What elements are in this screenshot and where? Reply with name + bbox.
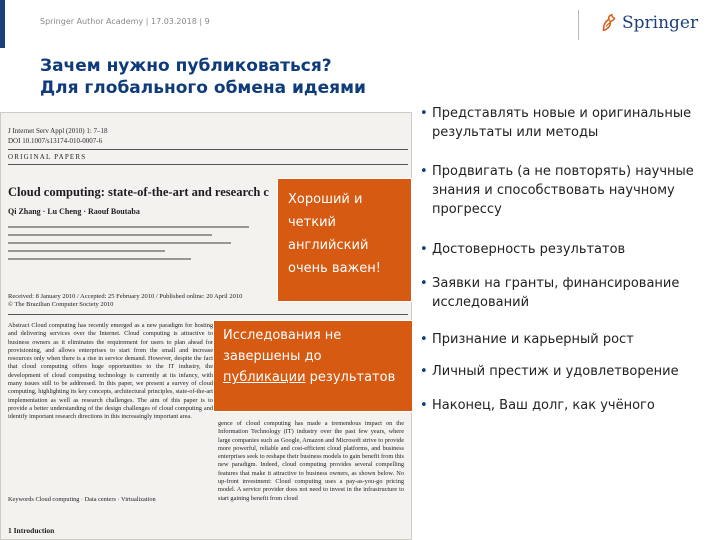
paper-intro-heading: 1 Introduction bbox=[8, 526, 55, 535]
paper-right-column: gence of cloud computing has made a tremendous impact on the Information Technology (IT) industry over the past few years, where large companies such as Google, Amazon and Microsoft strive to provide more powerful, reliable and cost-efficient cloud platforms, and business enterprises seek to reshape their business models to gain benefit from this new paradigm. Indeed, cloud computing provides several compelling features that make it attractive to business owners, as shown below. No up-front investment: Cloud computing uses a pay-as-you-go pricing model. A service provider does not need to invest in the infrastructure to start gaining benefit from cloud bbox=[218, 420, 404, 502]
bullet-dot-icon: • bbox=[420, 332, 428, 347]
springer-logo-text: Springer bbox=[622, 13, 699, 33]
paper-title: Cloud computing: state-of-the-art and research c bbox=[8, 185, 269, 199]
paper-received-line2: © The Brazilian Computer Society 2010 bbox=[8, 301, 114, 308]
paper-affiliation-lines bbox=[8, 226, 270, 266]
left-accent-bar bbox=[0, 0, 5, 48]
paper-abstract: Abstract Cloud computing has recently emerged as a new paradigm for hosting and delivering services over the Internet. Cloud computing is attractive to business owners as it eliminates the requirement for users to plan ahead for provisioning, and allows enterprises to start from the small and increase resources only when there is a rise in service demand. However, despite the fact that cloud computing offers huge opportunities to the IT industry, the development of cloud computing technology is currently at its infancy, with many issues still to be addressed. In this paper, we present a survey of cloud computing, highlighting its key concepts, architectural principles, state-of-the-art implementation as well as research challenges. The aim of this paper is to provide a better understanding of the design challenges of cloud computing and identify important research directions in this increasingly important area. bbox=[8, 322, 213, 421]
callout1-line: английский bbox=[288, 238, 369, 253]
bullet-dot-icon: • bbox=[420, 364, 428, 379]
callout1-line: четкий bbox=[288, 215, 337, 230]
callout-english-important bbox=[277, 178, 412, 302]
bullet-text: Продвигать (а не повторять) научные bbox=[432, 164, 694, 179]
slide-title bbox=[40, 55, 366, 99]
paper-rule-top bbox=[8, 149, 408, 150]
callout2-line1: Исследования не bbox=[223, 328, 342, 343]
callout1-line: Хороший и bbox=[288, 192, 363, 207]
bullet-text: знания и способствовать научному bbox=[432, 183, 675, 198]
callout2-line3 bbox=[223, 367, 412, 388]
bullet-text: исследований bbox=[432, 295, 530, 310]
bullet-dot-icon: • bbox=[420, 276, 428, 291]
bullet-item bbox=[420, 396, 655, 415]
bullet-text: результаты или методы bbox=[432, 125, 599, 140]
callout-research-not-complete bbox=[213, 320, 413, 412]
paper-authors: Qi Zhang · Lu Cheng · Raouf Boutaba bbox=[8, 207, 140, 216]
springer-horse-icon bbox=[598, 12, 620, 34]
bullet-item bbox=[420, 274, 679, 312]
paper-meta-line1: J Internet Serv Appl (2010) 1: 7–18 bbox=[8, 127, 108, 135]
bullet-item bbox=[420, 162, 694, 219]
callout2-rest: результатов bbox=[305, 370, 396, 385]
bullet-text: Наконец, Ваш долг, как учёного bbox=[432, 398, 655, 413]
callout2-line2: завершены до bbox=[223, 349, 322, 364]
springer-logo bbox=[598, 12, 698, 34]
header-divider bbox=[578, 10, 579, 40]
slide-title-line1: Зачем нужно публиковаться? bbox=[40, 56, 332, 76]
paper-meta bbox=[8, 126, 108, 146]
paper-rule-section bbox=[8, 164, 408, 165]
bullet-text: прогрессу bbox=[432, 202, 502, 217]
bullet-item bbox=[420, 362, 679, 381]
slide-title-line2: Для глобального обмена идеями bbox=[40, 78, 366, 98]
header-footer-text: Springer Author Academy | 17.03.2018 | 9 bbox=[40, 17, 210, 26]
paper-keywords: Keywords Cloud computing · Data centers · Virtualization bbox=[8, 496, 156, 503]
paper-rule-abstract bbox=[8, 314, 408, 315]
paper-received-line1: Received: 8 January 2010 / Accepted: 25 February 2010 / Published online: 20 April 2010 bbox=[8, 293, 243, 300]
bullet-text: Достоверность результатов bbox=[432, 242, 626, 257]
bullet-dot-icon: • bbox=[420, 398, 428, 413]
bullet-dot-icon: • bbox=[420, 242, 428, 257]
paper-received bbox=[8, 293, 242, 309]
bullet-text: Заявки на гранты, финансирование bbox=[432, 276, 680, 291]
bullet-item bbox=[420, 330, 634, 349]
bullet-dot-icon: • bbox=[420, 164, 428, 179]
bullet-text: Представлять новые и оригинальные bbox=[432, 106, 692, 121]
bullet-dot-icon: • bbox=[420, 106, 428, 121]
bullet-item bbox=[420, 104, 691, 142]
paper-meta-line2: DOI 10.1007/s13174-010-0007-6 bbox=[8, 137, 103, 145]
bullet-text: Личный престиж и удовлетворение bbox=[432, 364, 679, 379]
bullet-text: Признание и карьерный рост bbox=[432, 332, 634, 347]
bullet-item bbox=[420, 240, 625, 259]
callout1-line: очень важен! bbox=[288, 261, 381, 276]
paper-section-label: ORIGINAL PAPERS bbox=[8, 153, 87, 161]
callout2-underlined-word: публикации bbox=[223, 370, 306, 385]
